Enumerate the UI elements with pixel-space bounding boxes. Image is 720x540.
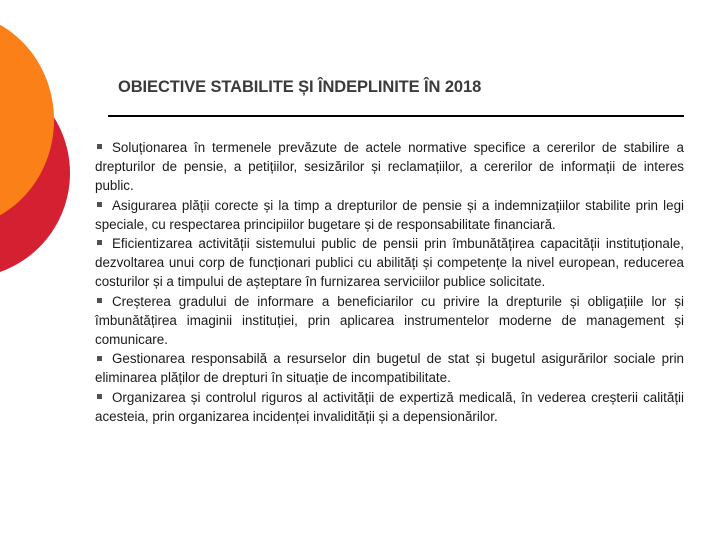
- list-item-text: Eficientizarea activității sistemului public de pensii prin îmbunătățirea capacității instituționale, dezvoltarea unui corp de funcționari publici cu abilități și competențe la nivel european, reducerea costurilor și a timpului de așteptare în furnizarea serviciilor publice solicitate.: [95, 236, 684, 290]
- square-bullet-icon: [97, 394, 102, 399]
- square-bullet-icon: [97, 144, 102, 149]
- list-item-text: Soluționarea în termenele prevăzute de actele normative specifice a cererilor de stabilire a drepturilor de pensie, a petițiilor, sesizărilor și reclamațiilor, a cererilor de informații de interes public.: [95, 140, 684, 194]
- list-item-text: Organizarea și controlul riguros al activității de expertiză medicală, în vederea creșterii calității acesteia, prin organizarea incidenței invalidității și a depensionărilor.: [95, 389, 684, 424]
- square-bullet-icon: [97, 240, 102, 245]
- list-item: [95, 349, 684, 387]
- title-divider: [108, 115, 684, 117]
- square-bullet-icon: [97, 202, 102, 207]
- square-bullet-icon: [97, 356, 102, 361]
- list-item: [95, 292, 684, 350]
- list-item: [95, 138, 684, 196]
- square-bullet-icon: [97, 298, 102, 303]
- objectives-list: [95, 138, 684, 426]
- list-item: [95, 196, 684, 234]
- list-item-text: Gestionarea responsabilă a resurselor din bugetul de stat și bugetul asigurărilor sociale prin eliminarea plăților de drepturi în situație de incompatibilitate.: [95, 351, 684, 386]
- list-item: [95, 388, 684, 426]
- slide-title: OBIECTIVE STABILITE ȘI ÎNDEPLINITE ÎN 2018: [118, 78, 482, 96]
- list-item-text: Asigurarea plății corecte și la timp a drepturilor de pensie și a indemnizațiilor stabilite prin legi speciale, cu respectarea principiilor bugetare și de responsabilitate financiară.: [95, 197, 684, 232]
- list-item: [95, 234, 684, 292]
- list-item-text: Creșterea gradului de informare a beneficiarilor cu privire la drepturile și obligațiile lor și îmbunătățirea imaginii instituției, prin aplicarea instrumentelor moderne de management și comunicare.: [95, 293, 684, 348]
